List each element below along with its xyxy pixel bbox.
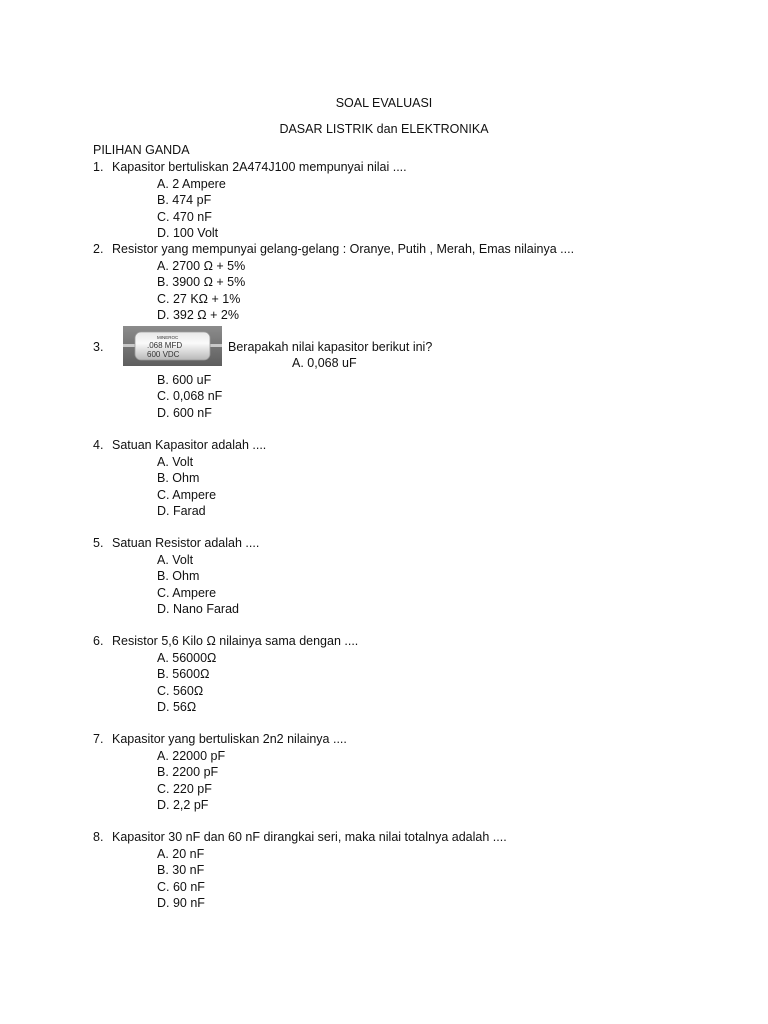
option-c: C. 27 KΩ + 1% [157,291,241,306]
option-list [157,650,557,715]
question-text: Resistor yang mempunyai gelang-gelang : Oranye, Putih , Merah, Emas nilainya .... [112,242,575,256]
option-a: A. 2700 Ω + 5% [157,259,246,273]
option-b: B. 600 uF [157,373,212,387]
option-list [157,176,557,241]
option-list [157,846,557,911]
section-heading: PILIHAN GANDA [93,143,190,157]
option-d: D. 100 Volt [157,225,219,240]
option-list [157,372,557,421]
question-number: 4. [93,438,104,452]
capacitor-voltage: 600 VDC [147,350,180,359]
option-a: A. 2 Ampere [157,177,226,191]
option-b: B. 3900 Ω + 5% [157,275,246,290]
option-a: A. 20 nF [157,847,205,861]
document-title: SOAL EVALUASI [335,96,433,110]
option-a: A. Volt [157,553,194,567]
option-b: B. 474 pF [157,193,212,208]
capacitor-brand: MINEROC [157,335,179,340]
question-3-text: Berapakah nilai kapasitor berikut ini? [228,340,433,354]
option-b: B. 2200 pF [157,765,219,780]
option-d: D. 90 nF [157,895,205,910]
question-text: Kapasitor bertuliskan 2A474J100 mempunyai nilai .... [112,160,407,174]
option-c: C. 0,068 nF [157,389,223,404]
option-c: C. 60 nF [157,879,205,894]
option-a: A. 22000 pF [157,749,226,763]
option-a: A. 0,068 uF [292,356,357,370]
question-number: 5. [93,536,104,550]
option-c: C. 560Ω [157,683,204,698]
question-number: 7. [93,732,104,746]
question-number: 1. [93,160,104,174]
option-list [157,454,557,519]
option-b: B. Ohm [157,471,200,486]
option-d: D. 392 Ω + 2% [157,307,239,322]
option-c: C. 220 pF [157,781,212,796]
question-number: 6. [93,634,104,648]
question-text: Resistor 5,6 Kilo Ω nilainya sama dengan .... [112,634,359,648]
question-text: Kapasitor yang bertuliskan 2n2 nilainya .... [112,732,347,746]
option-a: A. 56000Ω [157,651,217,665]
question-text: Satuan Kapasitor adalah .... [112,438,267,452]
question-number: 2. [93,242,104,256]
question-number: 8. [93,830,104,844]
option-d: D. 600 nF [157,405,212,420]
capacitor-value: .068 MFD [147,341,183,350]
option-d: D. Nano Farad [157,601,239,616]
option-c: C. 470 nF [157,209,212,224]
option-b: B. 30 nF [157,863,205,878]
option-c: C. Ampere [157,487,217,502]
option-list [157,258,557,323]
option-a: A. Volt [157,455,194,469]
option-list [157,748,557,813]
question-text: Kapasitor 30 nF dan 60 nF dirangkai seri, maka nilai totalnya adalah .... [112,830,507,844]
document-subtitle: DASAR LISTRIK dan ELEKTRONIKA [279,122,489,136]
option-c: C. Ampere [157,585,217,600]
question-text: Satuan Resistor adalah .... [112,536,260,550]
capacitor-image [123,326,222,366]
option-d: D. Farad [157,503,206,518]
option-b: B. Ohm [157,569,200,584]
option-list [157,552,557,617]
question-number: 3. [93,340,104,354]
option-b: B. 5600Ω [157,667,210,682]
option-d: D. 2,2 pF [157,797,209,812]
option-d: D. 56Ω [157,699,197,714]
